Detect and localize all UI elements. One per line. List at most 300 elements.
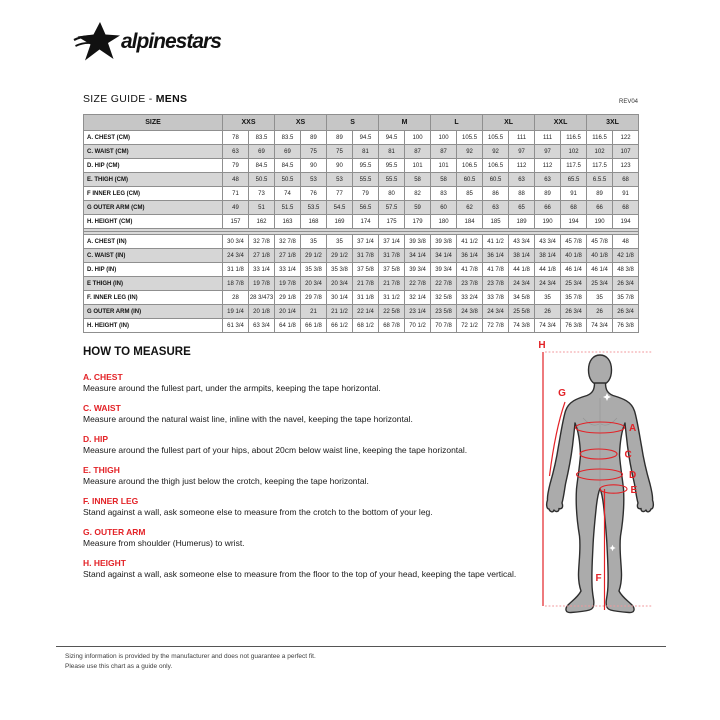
measure-instruction: [83, 434, 531, 455]
measurement-cell: 53.5: [301, 201, 327, 215]
column-header-xxl: XXL: [535, 115, 587, 131]
measure-heading: D. HIP: [83, 434, 109, 444]
measurement-cell: 44 1/8: [535, 263, 561, 277]
measurement-cell: 88: [509, 187, 535, 201]
measurement-cell: 53: [301, 173, 327, 187]
measurement-cell: 48: [613, 235, 639, 249]
measurement-cell: 34 1/4: [431, 249, 457, 263]
measurement-cell: 31 1/8: [353, 291, 379, 305]
measurement-cell: 21 1/2: [327, 305, 353, 319]
measurement-cell: 92: [483, 145, 509, 159]
measurement-cell: 87: [405, 145, 431, 159]
figure-label-height: H: [538, 340, 546, 351]
measure-instruction: [83, 527, 531, 548]
measurement-cell: 41 7/8: [457, 263, 483, 277]
measurement-cell: 34 1/4: [405, 249, 431, 263]
measurement-cell: 35 3/8: [301, 263, 327, 277]
measurement-cell: 24 3/4: [483, 305, 509, 319]
measurement-cell: 162: [249, 215, 275, 229]
column-header-xl: XL: [483, 115, 535, 131]
measurement-cell: 63: [223, 145, 249, 159]
measurement-cell: 106.5: [483, 159, 509, 173]
measurement-cell: 31 7/8: [379, 249, 405, 263]
measurement-cell: 90: [301, 159, 327, 173]
measurement-cell: 123: [613, 159, 639, 173]
measurement-cell: 107: [613, 145, 639, 159]
measurement-cell: 20 3/4: [327, 277, 353, 291]
footer-disclaimer: [56, 646, 666, 672]
measure-text: Measure around the fullest part, under the armpits, keeping the tape horizontal.: [83, 383, 381, 393]
measurement-cell: 66 1/2: [327, 319, 353, 333]
measurement-cell: 19 1/4: [223, 305, 249, 319]
measurement-cell: 45 7/8: [587, 235, 613, 249]
measurement-cell: 33 2/4: [457, 291, 483, 305]
measurement-cell: 65.5: [561, 173, 587, 187]
measurement-cell: 58: [405, 173, 431, 187]
row-label: A. CHEST (IN): [84, 235, 223, 249]
column-header-size: SIZE: [84, 115, 223, 131]
measurement-cell: 51.5: [275, 201, 301, 215]
measurement-cell: 78: [223, 131, 249, 145]
measurement-cell: 190: [587, 215, 613, 229]
how-to-measure-title: HOW TO MEASURE: [83, 346, 191, 358]
measurement-cell: 58: [431, 173, 457, 187]
brand-logo-text: alpinestars: [121, 30, 221, 53]
measurement-cell: 102: [561, 145, 587, 159]
measurement-cell: 70 7/8: [431, 319, 457, 333]
table-row: [84, 305, 639, 319]
row-label: H. HEIGHT (CM): [84, 215, 223, 229]
header-row: [84, 115, 639, 131]
table-row: [84, 201, 639, 215]
measurement-cell: 63: [509, 173, 535, 187]
measurement-cell: 175: [379, 215, 405, 229]
measurement-cell: 46 1/4: [561, 263, 587, 277]
measurement-cell: 111: [509, 131, 535, 145]
measurement-cell: 21 7/8: [379, 277, 405, 291]
table-row: [84, 145, 639, 159]
measurement-cell: 24 3/4: [535, 277, 561, 291]
measurement-cell: 29 7/8: [301, 291, 327, 305]
row-label: D. HIP (IN): [84, 263, 223, 277]
measurement-cell: 35: [327, 235, 353, 249]
measurement-cell: 48: [223, 173, 249, 187]
measurement-cell: 26 3/4: [613, 277, 639, 291]
row-label: H. HEIGHT (IN): [84, 319, 223, 333]
measurement-cell: 194: [561, 215, 587, 229]
measurement-cell: 184: [457, 215, 483, 229]
measurement-cell: 174: [353, 215, 379, 229]
measurement-cell: 87: [431, 145, 457, 159]
measurement-cell: 26 3/4: [561, 305, 587, 319]
measurement-cell: 31 1/2: [379, 291, 405, 305]
measurement-cell: 39 3/8: [405, 235, 431, 249]
measurement-cell: 29 1/2: [327, 249, 353, 263]
measure-instruction-list: [83, 372, 531, 579]
measurement-cell: 72 1/2: [457, 319, 483, 333]
table-row: [84, 131, 639, 145]
footer-line-2: Please use this chart as a guide only.: [65, 662, 173, 670]
measurement-cell: 38 1/4: [509, 249, 535, 263]
measurement-cell: 68 1/2: [353, 319, 379, 333]
measurement-cell: 117.5: [561, 159, 587, 173]
measurement-cell: 105.5: [483, 131, 509, 145]
page-title-prefix: SIZE GUIDE -: [83, 93, 156, 105]
measurement-cell: 69: [249, 145, 275, 159]
how-to-measure-section: [83, 346, 531, 589]
measurement-cell: 28 3/473: [249, 291, 275, 305]
measurement-cell: 190: [535, 215, 561, 229]
measure-instruction: [83, 558, 531, 579]
measurement-cell: 23 7/8: [483, 277, 509, 291]
measurement-cell: 68: [613, 201, 639, 215]
page-title-gender: MENS: [155, 93, 188, 105]
measurement-cell: 189: [509, 215, 535, 229]
measure-text: Measure around the natural waist line, inline with the navel, keeping the tape horizontal.: [83, 414, 413, 424]
measurement-cell: 63 3/4: [249, 319, 275, 333]
measurement-cell: 36 1/4: [483, 249, 509, 263]
measurement-cell: 95.5: [353, 159, 379, 173]
measurement-cell: 27 1/8: [249, 249, 275, 263]
measurement-cell: 68: [561, 201, 587, 215]
measurement-cell: 49: [223, 201, 249, 215]
measurement-cell: 36 1/4: [457, 249, 483, 263]
measurement-cell: 81: [353, 145, 379, 159]
measurement-cell: 116.5: [561, 131, 587, 145]
measurement-cell: 74 3/4: [535, 319, 561, 333]
footer-line-1: Sizing information is provided by the manufacturer and does not guarantee a perfect fit.: [65, 653, 316, 660]
measurement-cell: 27 1/8: [275, 249, 301, 263]
measurement-cell: 111: [535, 131, 561, 145]
measurement-cell: 73: [249, 187, 275, 201]
measurement-cell: 105.5: [457, 131, 483, 145]
measurement-cell: 21: [301, 305, 327, 319]
measurement-cell: 116.5: [587, 131, 613, 145]
row-label: E THIGH (IN): [84, 277, 223, 291]
measure-instruction: [83, 403, 531, 424]
measurement-cell: 55.5: [353, 173, 379, 187]
measurement-cell: 94.5: [353, 131, 379, 145]
figure-label-waist: C: [624, 449, 632, 461]
measurement-cell: 122: [613, 131, 639, 145]
measurement-cell: 39 3/8: [431, 235, 457, 249]
measure-heading: G. OUTER ARM: [83, 527, 146, 537]
measurement-cell: 101: [405, 159, 431, 173]
measurement-cell: 91: [613, 187, 639, 201]
measurement-cell: 89: [327, 131, 353, 145]
measurement-cell: 63: [483, 201, 509, 215]
measurement-cell: 106.5: [457, 159, 483, 173]
measurement-cell: 20 3/4: [301, 277, 327, 291]
measurement-cell: 100: [431, 131, 457, 145]
measure-text: Stand against a wall, ask someone else to measure from the crotch to the bottom of your leg.: [83, 507, 433, 517]
measure-text: Stand against a wall, ask someone else to measure from the floor to the top of your head, keeping the tape vertical.: [83, 569, 517, 579]
measurement-cell: 22 7/8: [405, 277, 431, 291]
measurement-cell: 112: [509, 159, 535, 173]
measurement-cell: 80: [379, 187, 405, 201]
measure-heading: C. WAIST: [83, 403, 121, 413]
measurement-cell: 37 1/4: [353, 235, 379, 249]
table-row: [84, 173, 639, 187]
table-row: [84, 319, 639, 333]
measurement-cell: 112: [535, 159, 561, 173]
measurement-cell: 31 1/8: [223, 263, 249, 277]
measurement-cell: 68 7/8: [379, 319, 405, 333]
measurement-cell: 29 1/2: [301, 249, 327, 263]
measurement-cell: 89: [587, 187, 613, 201]
measurement-cell: 60.5: [483, 173, 509, 187]
measurement-cell: 74: [275, 187, 301, 201]
measurement-cell: 65: [509, 201, 535, 215]
measurement-cell: 83.5: [249, 131, 275, 145]
measurement-cell: 117.5: [587, 159, 613, 173]
measurement-figure: [520, 338, 700, 640]
measurement-cell: 41 1/2: [457, 235, 483, 249]
table-row: [84, 187, 639, 201]
measurement-cell: 53: [327, 173, 353, 187]
measurement-cell: 50.5: [249, 173, 275, 187]
measurement-cell: 89: [301, 131, 327, 145]
column-header-l: L: [431, 115, 483, 131]
measurement-cell: 163: [275, 215, 301, 229]
measurement-cell: 43 3/4: [535, 235, 561, 249]
table-row: [84, 249, 639, 263]
figure-label-thigh: E: [630, 485, 638, 496]
column-header-m: M: [379, 115, 431, 131]
measure-text: Measure around the thigh just below the crotch, keeping the tape horizontal.: [83, 476, 369, 486]
measurement-cell: 35: [301, 235, 327, 249]
row-label: F INNER LEG (CM): [84, 187, 223, 201]
measurement-cell: 84.5: [249, 159, 275, 173]
measurement-cell: 23 7/8: [457, 277, 483, 291]
measurement-cell: 24 3/4: [509, 277, 535, 291]
measurement-cell: 22 1/4: [353, 305, 379, 319]
figure-label-outer-arm: G: [558, 388, 566, 399]
measurement-cell: 79: [353, 187, 379, 201]
measurement-cell: 19 7/8: [275, 277, 301, 291]
measurement-cell: 18 7/8: [223, 277, 249, 291]
measurement-cell: 32 7/8: [275, 235, 301, 249]
measure-instruction: [83, 372, 531, 393]
measurement-cell: 54.5: [327, 201, 353, 215]
title-bar: [83, 93, 638, 105]
measurement-cell: 31 7/8: [353, 249, 379, 263]
row-label: G OUTER ARM (IN): [84, 305, 223, 319]
measurement-cell: 32 7/8: [249, 235, 275, 249]
measurement-cell: 32 5/8: [431, 291, 457, 305]
row-label: A. CHEST (CM): [84, 131, 223, 145]
measurement-cell: 50.5: [275, 173, 301, 187]
column-header-s: S: [327, 115, 379, 131]
measurement-cell: 66 1/8: [301, 319, 327, 333]
measurement-cell: 37 1/4: [379, 235, 405, 249]
measurement-cell: 26 3/4: [613, 305, 639, 319]
measurement-cell: 60: [431, 201, 457, 215]
measurement-cell: 72 7/8: [483, 319, 509, 333]
measurement-cell: 101: [431, 159, 457, 173]
measurement-cell: 83.5: [275, 131, 301, 145]
revision-label: REV04: [618, 99, 638, 105]
measurement-cell: 24 3/8: [457, 305, 483, 319]
row-label: C. WAIST (CM): [84, 145, 223, 159]
measurement-cell: 77: [327, 187, 353, 201]
page-title: [83, 93, 187, 105]
row-label: D. HIP (CM): [84, 159, 223, 173]
measurement-cell: 40 1/8: [587, 249, 613, 263]
measurement-cell: 35: [587, 291, 613, 305]
figure-label-chest: A: [629, 423, 637, 434]
measurement-cell: 79: [223, 159, 249, 173]
column-header-xxs: XXS: [223, 115, 275, 131]
measurement-cell: 85: [457, 187, 483, 201]
measurement-cell: 71: [223, 187, 249, 201]
measurement-cell: 23 1/4: [405, 305, 431, 319]
measurement-cell: 63: [535, 173, 561, 187]
measurement-cell: 24 3/4: [223, 249, 249, 263]
measurement-cell: 60.5: [457, 173, 483, 187]
row-label: E. THIGH (CM): [84, 173, 223, 187]
measurement-cell: 97: [509, 145, 535, 159]
measurement-cell: 20 1/4: [275, 305, 301, 319]
measurement-cell: 22 7/8: [431, 277, 457, 291]
size-chart-table: [83, 114, 639, 333]
measurement-cell: 48 3/8: [613, 263, 639, 277]
measurement-cell: 25 3/4: [561, 277, 587, 291]
measurement-cell: 94.5: [379, 131, 405, 145]
table-row: [84, 291, 639, 305]
measurement-cell: 83: [431, 187, 457, 201]
measurement-cell: 40 1/8: [561, 249, 587, 263]
measurement-cell: 102: [587, 145, 613, 159]
measure-instruction: [83, 465, 531, 486]
measurement-cell: 59: [405, 201, 431, 215]
measurement-cell: 95.5: [379, 159, 405, 173]
measurement-cell: 100: [405, 131, 431, 145]
table-row: [84, 159, 639, 173]
measurement-cell: 82: [405, 187, 431, 201]
measurement-cell: 89: [535, 187, 561, 201]
measurement-cell: 41 7/8: [483, 263, 509, 277]
measurement-cell: 38 1/4: [535, 249, 561, 263]
measurement-cell: 74 3/8: [509, 319, 535, 333]
measurement-cell: 180: [431, 215, 457, 229]
alpinestars-star-icon: [72, 19, 126, 65]
measurement-cell: 6.5.5: [587, 173, 613, 187]
measurement-cell: 26: [535, 305, 561, 319]
measurement-cell: 26: [587, 305, 613, 319]
measurement-cell: 81: [379, 145, 405, 159]
measurement-cell: 39 3/4: [431, 263, 457, 277]
table-row: [84, 277, 639, 291]
measurement-cell: 66: [587, 201, 613, 215]
measurement-cell: 34 5/8: [509, 291, 535, 305]
measurement-cell: 61 3/4: [223, 319, 249, 333]
measurement-cell: 55.5: [379, 173, 405, 187]
row-label: F. INNER LEG (IN): [84, 291, 223, 305]
measurement-cell: 84.5: [275, 159, 301, 173]
measurement-cell: 179: [405, 215, 431, 229]
measurement-cell: 37 5/8: [353, 263, 379, 277]
measurement-cell: 92: [457, 145, 483, 159]
size-chart-body: [84, 131, 639, 333]
measurement-cell: 35 3/8: [327, 263, 353, 277]
measurement-cell: 25 3/4: [587, 277, 613, 291]
measurement-cell: 76 3/8: [613, 319, 639, 333]
measurement-cell: 35: [535, 291, 561, 305]
measurement-cell: 20 1/8: [249, 305, 275, 319]
measurement-cell: 86: [483, 187, 509, 201]
measurement-cell: 25 5/8: [509, 305, 535, 319]
body-silhouette-illustration: [520, 338, 700, 640]
measurement-cell: 32 1/4: [405, 291, 431, 305]
measurement-cell: 23 5/8: [431, 305, 457, 319]
measurement-cell: 44 1/8: [509, 263, 535, 277]
measurement-cell: 97: [535, 145, 561, 159]
measurement-cell: 42 1/8: [613, 249, 639, 263]
measure-heading: F. INNER LEG: [83, 496, 139, 506]
measure-instruction: [83, 496, 531, 517]
measurement-cell: 21 7/8: [353, 277, 379, 291]
measurement-cell: 43 3/4: [509, 235, 535, 249]
measurement-cell: 41 1/2: [483, 235, 509, 249]
measurement-cell: 64 1/8: [275, 319, 301, 333]
measurement-cell: 75: [301, 145, 327, 159]
measurement-cell: 75: [327, 145, 353, 159]
measurement-cell: 39 3/4: [405, 263, 431, 277]
measurement-cell: 35 7/8: [613, 291, 639, 305]
measure-heading: A. CHEST: [83, 372, 123, 382]
brand-logo: [72, 18, 221, 66]
measurement-cell: 51: [249, 201, 275, 215]
measurement-cell: 194: [613, 215, 639, 229]
measurement-cell: 70 1/2: [405, 319, 431, 333]
measurement-cell: 19 7/8: [249, 277, 275, 291]
measurement-cell: 76: [301, 187, 327, 201]
measurement-cell: 33 1/4: [249, 263, 275, 277]
measurement-cell: 62: [457, 201, 483, 215]
measurement-cell: 28: [223, 291, 249, 305]
row-label: G OUTER ARM (CM): [84, 201, 223, 215]
measurement-cell: 68: [613, 173, 639, 187]
measure-text: Measure from shoulder (Humerus) to wrist.: [83, 538, 245, 548]
measurement-cell: 33 1/4: [275, 263, 301, 277]
figure-label-inner-leg: F: [595, 573, 602, 584]
measurement-cell: 37 5/8: [379, 263, 405, 277]
measurement-cell: 33 7/8: [483, 291, 509, 305]
measurement-cell: 185: [483, 215, 509, 229]
measurement-cell: 168: [301, 215, 327, 229]
figure-label-hip: D: [629, 470, 637, 481]
measurement-cell: 30 1/4: [327, 291, 353, 305]
measurement-cell: 76 3/8: [561, 319, 587, 333]
measurement-cell: 45 7/8: [561, 235, 587, 249]
measurement-cell: 56.5: [353, 201, 379, 215]
table-row: [84, 235, 639, 249]
measure-heading: H. HEIGHT: [83, 558, 126, 568]
size-chart-header: [84, 115, 639, 131]
measure-heading: E. THIGH: [83, 465, 120, 475]
measurement-cell: 57.5: [379, 201, 405, 215]
measurement-cell: 29 1/8: [275, 291, 301, 305]
measurement-cell: 90: [327, 159, 353, 173]
measurement-cell: 69: [275, 145, 301, 159]
measurement-cell: 169: [327, 215, 353, 229]
measurement-cell: 30 3/4: [223, 235, 249, 249]
row-label: C. WAIST (IN): [84, 249, 223, 263]
measurement-cell: 157: [223, 215, 249, 229]
table-row: [84, 215, 639, 229]
measurement-cell: 74 3/4: [587, 319, 613, 333]
